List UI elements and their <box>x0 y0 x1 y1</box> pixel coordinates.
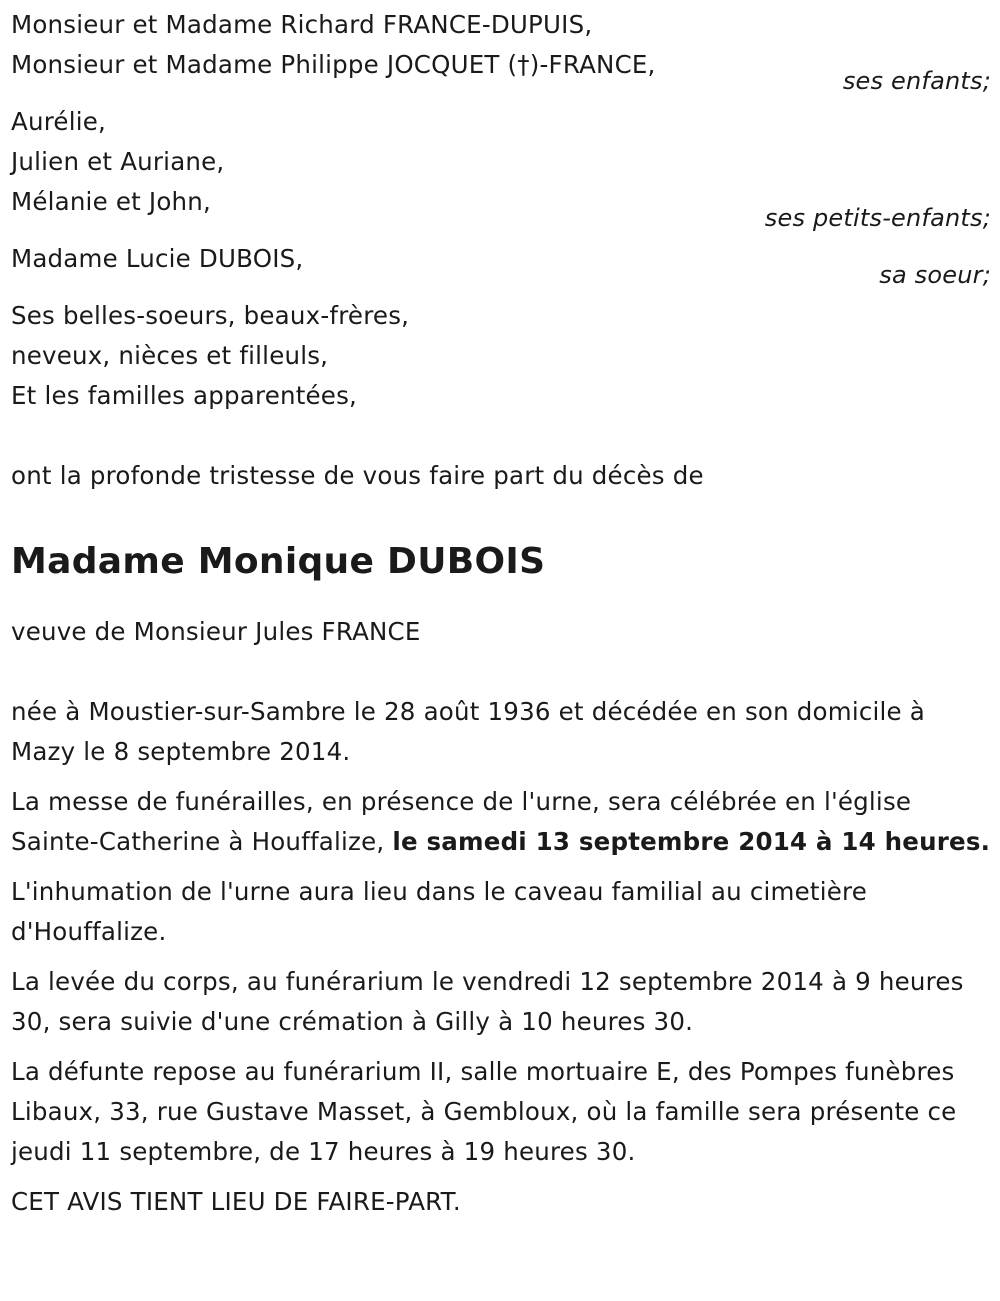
family-line: Et les familles apparentées, <box>11 381 358 410</box>
sister-block <box>11 239 991 288</box>
grandchildren-role: ses petits-enfants; <box>764 204 991 232</box>
mass-paragraph <box>11 782 991 862</box>
body-removal-paragraph: La levée du corps, au funérarium le vendredi 12 septembre 2014 à 9 heures 30, sera suivie d'une crémation à Gilly à 10 heures 30. <box>11 967 964 1036</box>
child-line: Monsieur et Madame Philippe JOCQUET (†)-FRANCE, <box>11 50 656 79</box>
birth-death-paragraph: née à Moustier-sur-Sambre le 28 août 1936 et décédée en son domicile à Mazy le 8 septembre 2014. <box>11 697 925 766</box>
mass-date: le samedi 13 septembre 2014 à 14 heures. <box>392 827 991 856</box>
sister-role: sa soeur; <box>879 261 991 289</box>
death-notice <box>11 0 991 1232</box>
mass-text: La messe de funérailles, en présence de l'urne, sera célébrée en l'église Sainte-Catherine à Houffalize, <box>11 787 912 856</box>
grandchildren-block <box>11 102 991 231</box>
grandchild-line: Aurélie, <box>11 107 106 136</box>
resting-place-paragraph: La défunte repose au funérarium II, salle mortuaire E, des Pompes funèbres Libaux, 33, rue Gustave Masset, à Gembloux, où la famille sera présente ce jeudi 11 septembre, de 17 heures à 19 heures 30. <box>11 1057 957 1166</box>
deceased-name: Madame Monique DUBOIS <box>11 541 546 582</box>
family-line: Ses belles-soeurs, beaux-frères, <box>11 301 410 330</box>
children-block <box>11 0 991 94</box>
family-block <box>11 296 991 416</box>
children-role: ses enfants; <box>842 67 991 95</box>
widow-of: veuve de Monsieur Jules FRANCE <box>11 617 421 646</box>
family-line: neveux, nièces et filleuls, <box>11 341 329 370</box>
closing-line: CET AVIS TIENT LIEU DE FAIRE-PART. <box>11 1187 461 1216</box>
announcement: ont la profonde tristesse de vous faire part du décès de <box>11 461 704 490</box>
sister-line: Madame Lucie DUBOIS, <box>11 244 304 273</box>
grandchild-line: Mélanie et John, <box>11 187 211 216</box>
grandchild-line: Julien et Auriane, <box>11 147 225 176</box>
burial-paragraph: L'inhumation de l'urne aura lieu dans le caveau familial au cimetière d'Houffalize. <box>11 877 867 946</box>
child-line: Monsieur et Madame Richard FRANCE-DUPUIS, <box>11 10 593 39</box>
